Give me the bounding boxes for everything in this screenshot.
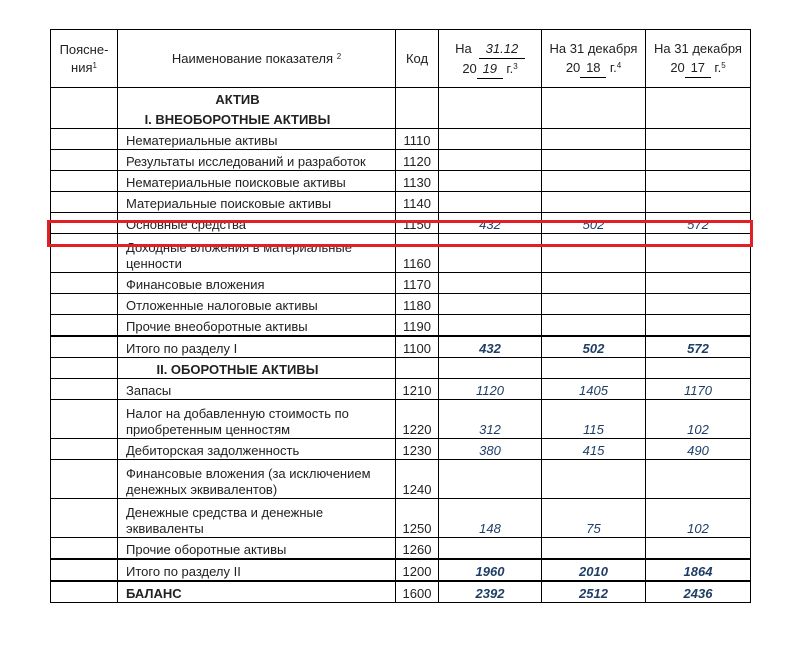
section-row-assets bbox=[51, 88, 751, 109]
row-name: Налог на добавленную стоимость по приобретенным ценностям bbox=[118, 400, 396, 439]
row-value-2019: 312 bbox=[439, 400, 542, 439]
row-value-2017: 1170 bbox=[646, 379, 751, 400]
row-value-2018 bbox=[542, 460, 646, 499]
header-col1-line1 bbox=[439, 39, 541, 59]
row-value-2019 bbox=[439, 294, 542, 315]
table-row bbox=[51, 460, 751, 499]
row-value-2017 bbox=[646, 538, 751, 560]
row-value-2018 bbox=[542, 150, 646, 171]
header-explanation-sup: 1 bbox=[92, 60, 97, 70]
balance-total-row bbox=[51, 581, 751, 603]
header-col2 bbox=[542, 30, 646, 88]
table-row bbox=[51, 294, 751, 315]
row-value-2017: 490 bbox=[646, 439, 751, 460]
row-value-2019: 148 bbox=[439, 499, 542, 538]
header-row bbox=[51, 30, 751, 88]
table-row bbox=[51, 315, 751, 337]
table-row bbox=[51, 538, 751, 560]
header-col1-sup: 3 bbox=[513, 61, 518, 71]
row-value-2019 bbox=[439, 192, 542, 213]
row-name: Основные средства bbox=[118, 213, 396, 234]
table-row bbox=[51, 273, 751, 294]
row-code: 1100 bbox=[396, 336, 439, 358]
table-row bbox=[51, 499, 751, 538]
row-value-2018: 2512 bbox=[542, 581, 646, 603]
row-name: Нематериальные поисковые активы bbox=[118, 171, 396, 192]
row-value-2019 bbox=[439, 171, 542, 192]
row-code: 1160 bbox=[396, 234, 439, 273]
row-value-2019 bbox=[439, 129, 542, 150]
header-col2-line1: На 31 декабря bbox=[549, 41, 638, 56]
header-code-text: Код bbox=[405, 50, 429, 66]
header-col3-year: 17 bbox=[685, 58, 711, 78]
row-name: БАЛАНС bbox=[118, 581, 396, 603]
header-col1-line2 bbox=[439, 59, 541, 79]
row-value-2017: 102 bbox=[646, 499, 751, 538]
row-value-2019: 432 bbox=[439, 336, 542, 358]
row-value-2017: 2436 bbox=[646, 581, 751, 603]
row-value-2018 bbox=[542, 315, 646, 337]
row-code: 1120 bbox=[396, 150, 439, 171]
row-value-2019 bbox=[439, 273, 542, 294]
header-col3-sup: 5 bbox=[721, 61, 726, 70]
balance-table bbox=[50, 29, 751, 603]
row-value-2017 bbox=[646, 315, 751, 337]
row-code: 1230 bbox=[396, 439, 439, 460]
total-row-section-1 bbox=[51, 336, 751, 358]
header-col3-line2 bbox=[646, 58, 750, 78]
row-value-2018: 115 bbox=[542, 400, 646, 439]
row-value-2019 bbox=[439, 234, 542, 273]
row-value-2018: 502 bbox=[542, 213, 646, 234]
row-name: Результаты исследований и разработок bbox=[118, 150, 396, 171]
row-value-2018 bbox=[542, 129, 646, 150]
row-value-2018 bbox=[542, 273, 646, 294]
row-code: 1140 bbox=[396, 192, 439, 213]
header-name-sup: 2 bbox=[336, 51, 342, 61]
row-code: 1240 bbox=[396, 460, 439, 499]
row-name: Отложенные налоговые активы bbox=[118, 294, 396, 315]
table-row-fixed-assets bbox=[51, 213, 751, 234]
row-value-2017: 1864 bbox=[646, 559, 751, 581]
row-value-2018: 75 bbox=[542, 499, 646, 538]
table-row bbox=[51, 171, 751, 192]
row-value-2019: 1120 bbox=[439, 379, 542, 400]
header-col1 bbox=[439, 30, 542, 88]
row-value-2018: 2010 bbox=[542, 559, 646, 581]
header-explanation bbox=[51, 30, 118, 88]
row-code: 1150 bbox=[396, 213, 439, 234]
header-col1-year-suffix: г. bbox=[506, 60, 514, 76]
row-code: 1210 bbox=[396, 379, 439, 400]
row-name: Итого по разделу II bbox=[118, 559, 396, 581]
row-value-2018 bbox=[542, 538, 646, 560]
row-value-2017: 102 bbox=[646, 400, 751, 439]
section-row-1 bbox=[51, 108, 751, 129]
balance-sheet bbox=[50, 29, 750, 603]
section-2-title: II. ОБОРОТНЫЕ АКТИВЫ bbox=[118, 358, 396, 379]
table-row bbox=[51, 234, 751, 273]
row-value-2017 bbox=[646, 150, 751, 171]
header-col2-year-suffix: г. bbox=[609, 60, 617, 75]
row-value-2017 bbox=[646, 234, 751, 273]
row-code: 1130 bbox=[396, 171, 439, 192]
header-code bbox=[396, 30, 439, 88]
header-col3 bbox=[646, 30, 751, 88]
row-name: Финансовые вложения (за исключением денежных эквивалентов) bbox=[118, 460, 396, 499]
row-value-2017 bbox=[646, 460, 751, 499]
header-col1-year: 19 bbox=[477, 59, 503, 79]
row-value-2019: 380 bbox=[439, 439, 542, 460]
row-code: 1250 bbox=[396, 499, 439, 538]
header-col3-year-suffix: г. bbox=[714, 60, 722, 75]
row-name: Запасы bbox=[118, 379, 396, 400]
header-col2-year-prefix: 20 bbox=[565, 60, 581, 75]
row-value-2018 bbox=[542, 234, 646, 273]
header-name bbox=[118, 30, 396, 88]
row-name: Итого по разделу I bbox=[118, 336, 396, 358]
row-code: 1170 bbox=[396, 273, 439, 294]
header-name-text: Наименование показателя bbox=[171, 50, 334, 66]
row-name: Материальные поисковые активы bbox=[118, 192, 396, 213]
header-col3-year-prefix: 20 bbox=[670, 60, 685, 75]
header-explanation-text: Поясне-ния bbox=[59, 41, 109, 75]
row-value-2017: 572 bbox=[646, 213, 751, 234]
header-col1-date: 31.12 bbox=[479, 39, 525, 59]
header-col2-line2 bbox=[542, 58, 645, 78]
row-value-2017: 572 bbox=[646, 336, 751, 358]
header-col1-year-prefix: 20 bbox=[462, 60, 477, 76]
table-row bbox=[51, 150, 751, 171]
row-name: Нематериальные активы bbox=[118, 129, 396, 150]
row-name: Дебиторская задолженность bbox=[118, 439, 396, 460]
row-value-2018: 415 bbox=[542, 439, 646, 460]
header-col1-prefix: На bbox=[455, 40, 472, 56]
row-name: Денежные средства и денежные эквиваленты bbox=[118, 499, 396, 538]
header-col3-line1: На 31 декабря bbox=[654, 41, 742, 56]
row-code: 1260 bbox=[396, 538, 439, 560]
row-value-2019: 432 bbox=[439, 213, 542, 234]
row-code: 1220 bbox=[396, 400, 439, 439]
row-value-2019 bbox=[439, 460, 542, 499]
row-value-2017 bbox=[646, 129, 751, 150]
row-name: Доходные вложения в материальные ценности bbox=[118, 234, 396, 273]
table-row bbox=[51, 400, 751, 439]
row-value-2019 bbox=[439, 538, 542, 560]
row-value-2019 bbox=[439, 315, 542, 337]
row-name: Прочие оборотные активы bbox=[118, 538, 396, 560]
row-value-2017 bbox=[646, 273, 751, 294]
row-value-2019 bbox=[439, 150, 542, 171]
section-assets: АКТИВ bbox=[118, 88, 396, 109]
row-value-2017 bbox=[646, 171, 751, 192]
table-row bbox=[51, 379, 751, 400]
row-value-2018 bbox=[542, 171, 646, 192]
row-value-2018: 502 bbox=[542, 336, 646, 358]
total-row-section-2 bbox=[51, 559, 751, 581]
row-value-2019: 2392 bbox=[439, 581, 542, 603]
row-value-2018: 1405 bbox=[542, 379, 646, 400]
row-value-2017 bbox=[646, 294, 751, 315]
row-code: 1110 bbox=[396, 129, 439, 150]
row-value-2019: 1960 bbox=[439, 559, 542, 581]
row-code: 1190 bbox=[396, 315, 439, 337]
row-code: 1600 bbox=[396, 581, 439, 603]
table-row bbox=[51, 192, 751, 213]
row-value-2018 bbox=[542, 192, 646, 213]
row-name: Финансовые вложения bbox=[118, 273, 396, 294]
row-name: Прочие внеоборотные активы bbox=[118, 315, 396, 337]
header-col2-sup: 4 bbox=[616, 61, 622, 70]
row-value-2017 bbox=[646, 192, 751, 213]
table-row bbox=[51, 439, 751, 460]
section-1-title: I. ВНЕОБОРОТНЫЕ АКТИВЫ bbox=[118, 108, 396, 129]
header-col2-year: 18 bbox=[580, 58, 606, 78]
row-code: 1200 bbox=[396, 559, 439, 581]
row-value-2018 bbox=[542, 294, 646, 315]
row-code: 1180 bbox=[396, 294, 439, 315]
table-row bbox=[51, 129, 751, 150]
section-row-2 bbox=[51, 358, 751, 379]
